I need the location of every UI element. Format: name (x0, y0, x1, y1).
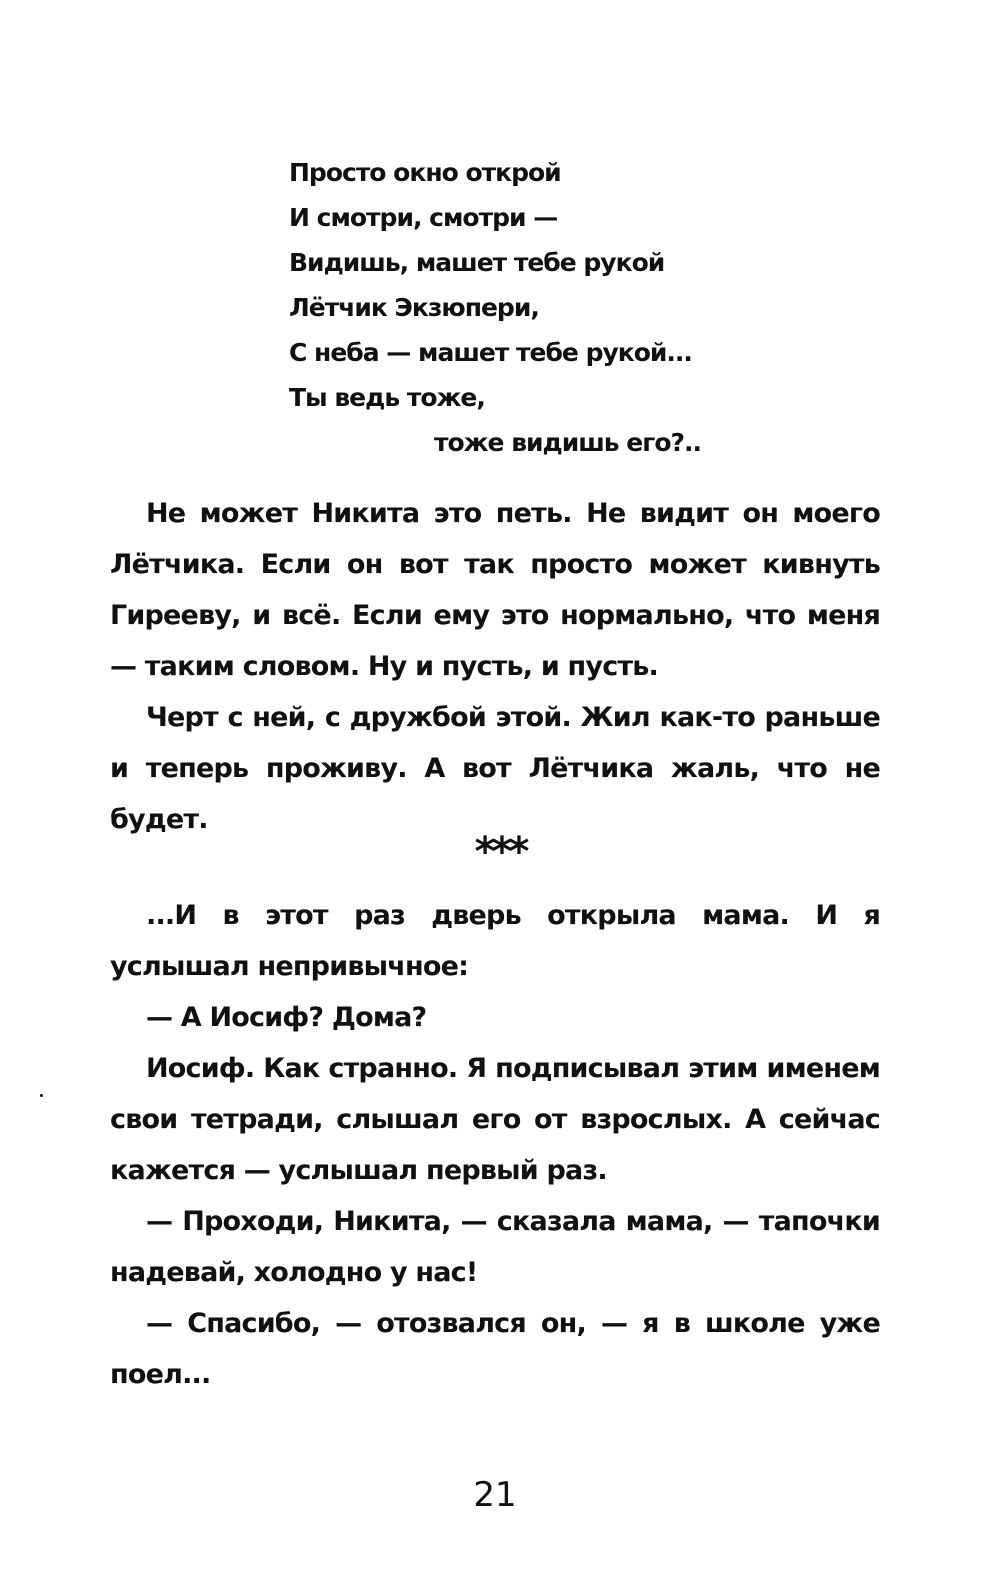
print-speck (40, 1094, 43, 1097)
poem-line: Просто окно открой (289, 158, 561, 187)
poem-line: И смотри, смотри — (289, 203, 558, 232)
paragraph: Не может Никита это петь. Не видит он моего Лётчика. Если он вот так просто может кивнуть Гирееву, и всё. Если ему это нормально, что меня — таким словом. Ну и пусть, и пусть. (110, 498, 880, 682)
prose-block-second (110, 890, 880, 1400)
paragraph: Черт с ней, с дружбой этой. Жил как-то раньше и теперь проживу. А вот Лётчика жаль, что не будет. (110, 702, 880, 835)
dialogue-line: — Проходи, Никита, — сказала мама, — тапочки надевай, холодно у нас! (110, 1206, 880, 1288)
poem-line: Лётчик Экзюпери, (289, 293, 539, 322)
poem-line: тоже видишь его?.. (434, 428, 701, 457)
paragraph: ...И в этот раз дверь открыла мама. И я услышал непривычное: (110, 900, 880, 982)
poem-stanza (289, 150, 849, 465)
section-separator: *** (474, 829, 526, 875)
page-number: 21 (473, 1475, 517, 1515)
paragraph: Иосиф. Как странно. Я подписывал этим именем свои тетради, слышал его от взрослых. А сейчас кажется — услышал первый раз. (110, 1053, 880, 1186)
poem-line: Ты ведь тоже, (289, 383, 485, 412)
prose-block-first (110, 488, 880, 845)
poem-line: С неба — машет тебе рукой... (289, 338, 692, 367)
dialogue-line: — Спасибо, — отозвался он, — я в школе уже поел... (110, 1308, 880, 1390)
dialogue-line: — А Иосиф? Дома? (146, 1002, 427, 1033)
poem-line: Видишь, машет тебе рукой (289, 248, 665, 277)
